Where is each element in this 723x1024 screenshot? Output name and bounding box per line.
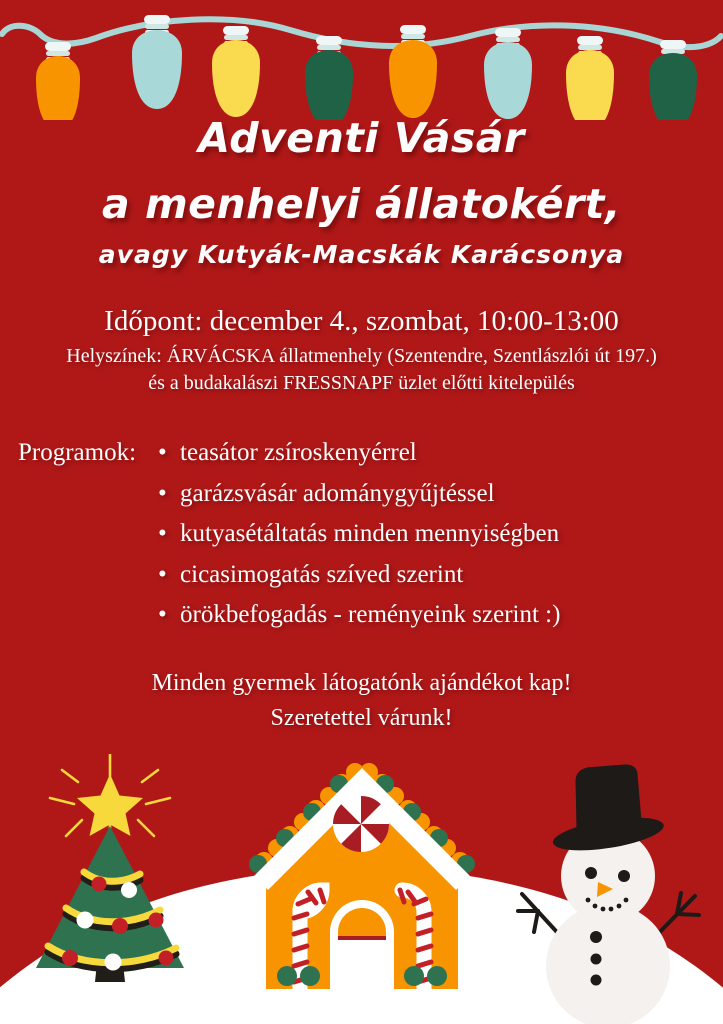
event-venue-line-2: és a budakalászi FRESSNAPF üzlet előtti kitelepülés [148,372,575,395]
snowman-buttons [590,931,602,986]
tree-foliage [36,826,184,968]
peppermint-window-icon [333,796,389,852]
snowman-eye-left [585,867,597,879]
program-item: • örökbefogadás - reményeink szerint :) [158,595,560,636]
closing-message [0,666,723,736]
program-item: • teasátor zsíroskenyérrel [158,433,560,474]
programs-section [0,433,723,636]
title-line-1: Adventi Vásár [198,114,525,162]
program-item: • garázsvásár adománygyűjtéssel [158,474,560,515]
winter-scene-illustration [0,754,723,1024]
poster-title [0,114,723,269]
programs-list [158,433,560,636]
event-details [0,303,723,397]
closing-line-1: Minden gyermek látogatónk ajándékot kap! [151,669,572,696]
program-item: • kutyasétáltatás minden mennyiségben [158,514,560,555]
gingerbread-house [249,763,475,989]
program-item: • cicasimogatás szíved szerint [158,555,560,596]
title-line-3: avagy Kutyák-Macskák Karácsonya [98,239,625,269]
closing-line-2: Szeretettel várunk! [270,704,453,731]
snowman-hat [542,757,666,856]
christmas-tree [36,754,184,982]
event-date-line: Időpont: december 4., szombat, 10:00-13:00 [104,305,619,338]
event-venue-line-1: Helyszínek: ÁRVÁCSKA állatmenhely (Szentendre, Szentlászlói út 197.) [66,345,657,368]
title-line-2: a menhelyi állatokért, [102,179,621,228]
snowman-eye-right [618,870,630,882]
programs-label: Programok: [18,439,137,467]
